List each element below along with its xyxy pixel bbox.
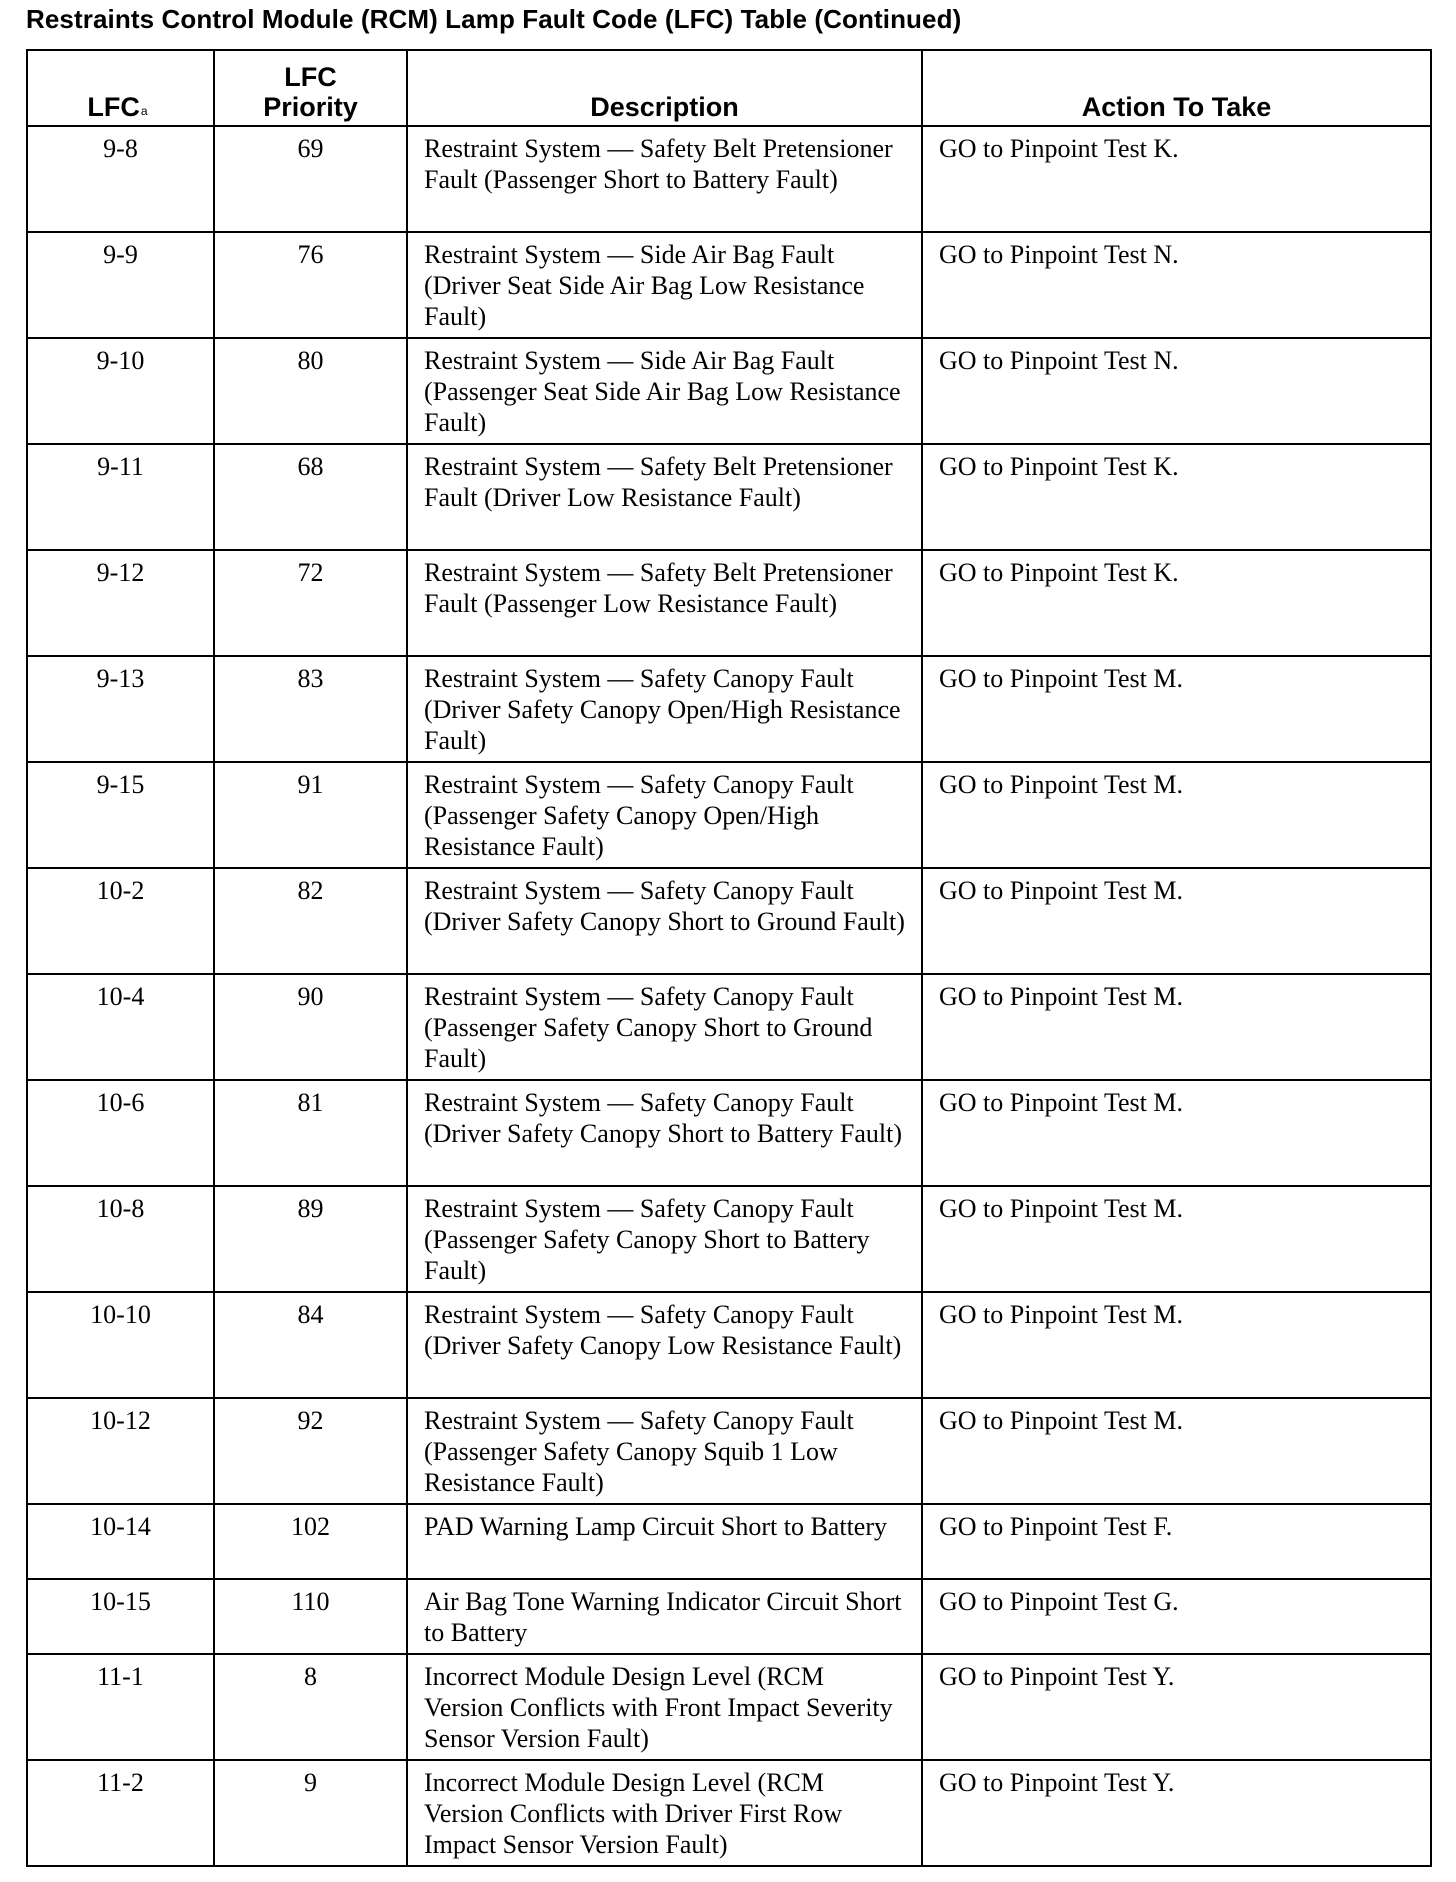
lfc-priority-cell: 76 (214, 232, 407, 338)
lfc-code-cell: 10-14 (27, 1504, 214, 1579)
lfc-priority-cell: 89 (214, 1186, 407, 1292)
lfc-code-cell: 10-10 (27, 1292, 214, 1398)
action-cell: GO to Pinpoint Test M. (922, 1292, 1431, 1398)
lfc-priority-cell: 8 (214, 1654, 407, 1760)
lfc-code-cell: 10-2 (27, 868, 214, 974)
table-row (27, 1186, 1431, 1292)
description-cell: Incorrect Module Design Level (RCM Version Conflicts with Driver First Row Impact Sensor Version Fault) (407, 1760, 922, 1866)
description-cell: Restraint System — Safety Canopy Fault (Driver Safety Canopy Short to Battery Fault) (407, 1080, 922, 1186)
table-row (27, 1654, 1431, 1760)
action-cell: GO to Pinpoint Test M. (922, 656, 1431, 762)
action-cell: GO to Pinpoint Test Y. (922, 1654, 1431, 1760)
lfc-code-cell: 11-1 (27, 1654, 214, 1760)
action-cell: GO to Pinpoint Test M. (922, 1398, 1431, 1504)
action-cell: GO to Pinpoint Test M. (922, 974, 1431, 1080)
action-cell: GO to Pinpoint Test N. (922, 232, 1431, 338)
description-cell: Restraint System — Safety Belt Pretensioner Fault (Driver Low Resistance Fault) (407, 444, 922, 550)
table-row (27, 338, 1431, 444)
lfc-priority-cell: 80 (214, 338, 407, 444)
lfc-priority-cell: 102 (214, 1504, 407, 1579)
lfc-code-cell: 10-4 (27, 974, 214, 1080)
header-priority-line2: Priority (263, 92, 358, 122)
lfc-priority-cell: 68 (214, 444, 407, 550)
header-action: Action To Take (922, 50, 1431, 126)
table-row (27, 444, 1431, 550)
description-cell: Restraint System — Safety Canopy Fault (Passenger Safety Canopy Short to Ground Fault) (407, 974, 922, 1080)
description-cell: Restraint System — Safety Belt Pretensioner Fault (Passenger Short to Battery Fault) (407, 126, 922, 232)
table-row (27, 1579, 1431, 1654)
description-cell: Restraint System — Safety Canopy Fault (Driver Safety Canopy Low Resistance Fault) (407, 1292, 922, 1398)
description-cell: Restraint System — Safety Canopy Fault (Passenger Safety Canopy Open/High Resistance Fault) (407, 762, 922, 868)
table-row (27, 1292, 1431, 1398)
lfc-code-cell: 9-11 (27, 444, 214, 550)
lfc-code-cell: 9-15 (27, 762, 214, 868)
table-row (27, 550, 1431, 656)
action-cell: GO to Pinpoint Test Y. (922, 1760, 1431, 1866)
table-row (27, 868, 1431, 974)
lfc-priority-cell: 9 (214, 1760, 407, 1866)
lfc-priority-cell: 92 (214, 1398, 407, 1504)
description-cell: Incorrect Module Design Level (RCM Version Conflicts with Front Impact Severity Sensor Version Fault) (407, 1654, 922, 1760)
description-cell: Restraint System — Safety Canopy Fault (Passenger Safety Canopy Short to Battery Fault) (407, 1186, 922, 1292)
header-description: Description (407, 50, 922, 126)
lfc-priority-cell: 90 (214, 974, 407, 1080)
table-row (27, 974, 1431, 1080)
lfc-code-cell: 9-12 (27, 550, 214, 656)
lfc-code-cell: 10-15 (27, 1579, 214, 1654)
table-row (27, 1760, 1431, 1866)
description-cell: Restraint System — Side Air Bag Fault (Driver Seat Side Air Bag Low Resistance Fault) (407, 232, 922, 338)
lfc-priority-cell: 81 (214, 1080, 407, 1186)
action-cell: GO to Pinpoint Test K. (922, 550, 1431, 656)
table-row (27, 1398, 1431, 1504)
header-lfc (27, 50, 214, 126)
table-row (27, 1080, 1431, 1186)
description-cell: Restraint System — Safety Canopy Fault (Driver Safety Canopy Short to Ground Fault) (407, 868, 922, 974)
lfc-priority-cell: 91 (214, 762, 407, 868)
header-priority-line1: LFC (284, 62, 337, 92)
action-cell: GO to Pinpoint Test M. (922, 762, 1431, 868)
table-row (27, 126, 1431, 232)
description-cell: Restraint System — Safety Canopy Fault (Driver Safety Canopy Open/High Resistance Fault) (407, 656, 922, 762)
lfc-code-cell: 10-12 (27, 1398, 214, 1504)
lfc-priority-cell: 72 (214, 550, 407, 656)
lfc-code-cell: 9-8 (27, 126, 214, 232)
header-priority (214, 50, 407, 126)
description-cell: Restraint System — Safety Canopy Fault (Passenger Safety Canopy Squib 1 Low Resistance Fault) (407, 1398, 922, 1504)
table-row (27, 762, 1431, 868)
description-cell: Air Bag Tone Warning Indicator Circuit Short to Battery (407, 1579, 922, 1654)
lfc-priority-cell: 69 (214, 126, 407, 232)
lfc-code-cell: 9-9 (27, 232, 214, 338)
lfc-code-cell: 9-13 (27, 656, 214, 762)
action-cell: GO to Pinpoint Test M. (922, 1080, 1431, 1186)
table-row (27, 232, 1431, 338)
action-cell: GO to Pinpoint Test N. (922, 338, 1431, 444)
lfc-priority-cell: 82 (214, 868, 407, 974)
action-cell: GO to Pinpoint Test M. (922, 868, 1431, 974)
action-cell: GO to Pinpoint Test F. (922, 1504, 1431, 1579)
table-row (27, 656, 1431, 762)
action-cell: GO to Pinpoint Test M. (922, 1186, 1431, 1292)
table-header-row (27, 50, 1431, 126)
table-row (27, 1504, 1431, 1579)
description-cell: Restraint System — Safety Belt Pretensioner Fault (Passenger Low Resistance Fault) (407, 550, 922, 656)
header-lfc-label: LFC (87, 92, 140, 122)
action-cell: GO to Pinpoint Test G. (922, 1579, 1431, 1654)
lfc-priority-cell: 110 (214, 1579, 407, 1654)
lfc-priority-cell: 84 (214, 1292, 407, 1398)
lfc-code-cell: 10-8 (27, 1186, 214, 1292)
action-cell: GO to Pinpoint Test K. (922, 444, 1431, 550)
header-lfc-footnote: a (140, 104, 148, 118)
description-cell: Restraint System — Side Air Bag Fault (Passenger Seat Side Air Bag Low Resistance Fault) (407, 338, 922, 444)
description-cell: PAD Warning Lamp Circuit Short to Battery (407, 1504, 922, 1579)
lamp-fault-code-table (26, 49, 1432, 1867)
lfc-code-cell: 10-6 (27, 1080, 214, 1186)
action-cell: GO to Pinpoint Test K. (922, 126, 1431, 232)
lfc-priority-cell: 83 (214, 656, 407, 762)
lfc-code-cell: 11-2 (27, 1760, 214, 1866)
table-title: Restraints Control Module (RCM) Lamp Fault Code (LFC) Table (Continued) (26, 4, 962, 34)
lfc-code-cell: 9-10 (27, 338, 214, 444)
